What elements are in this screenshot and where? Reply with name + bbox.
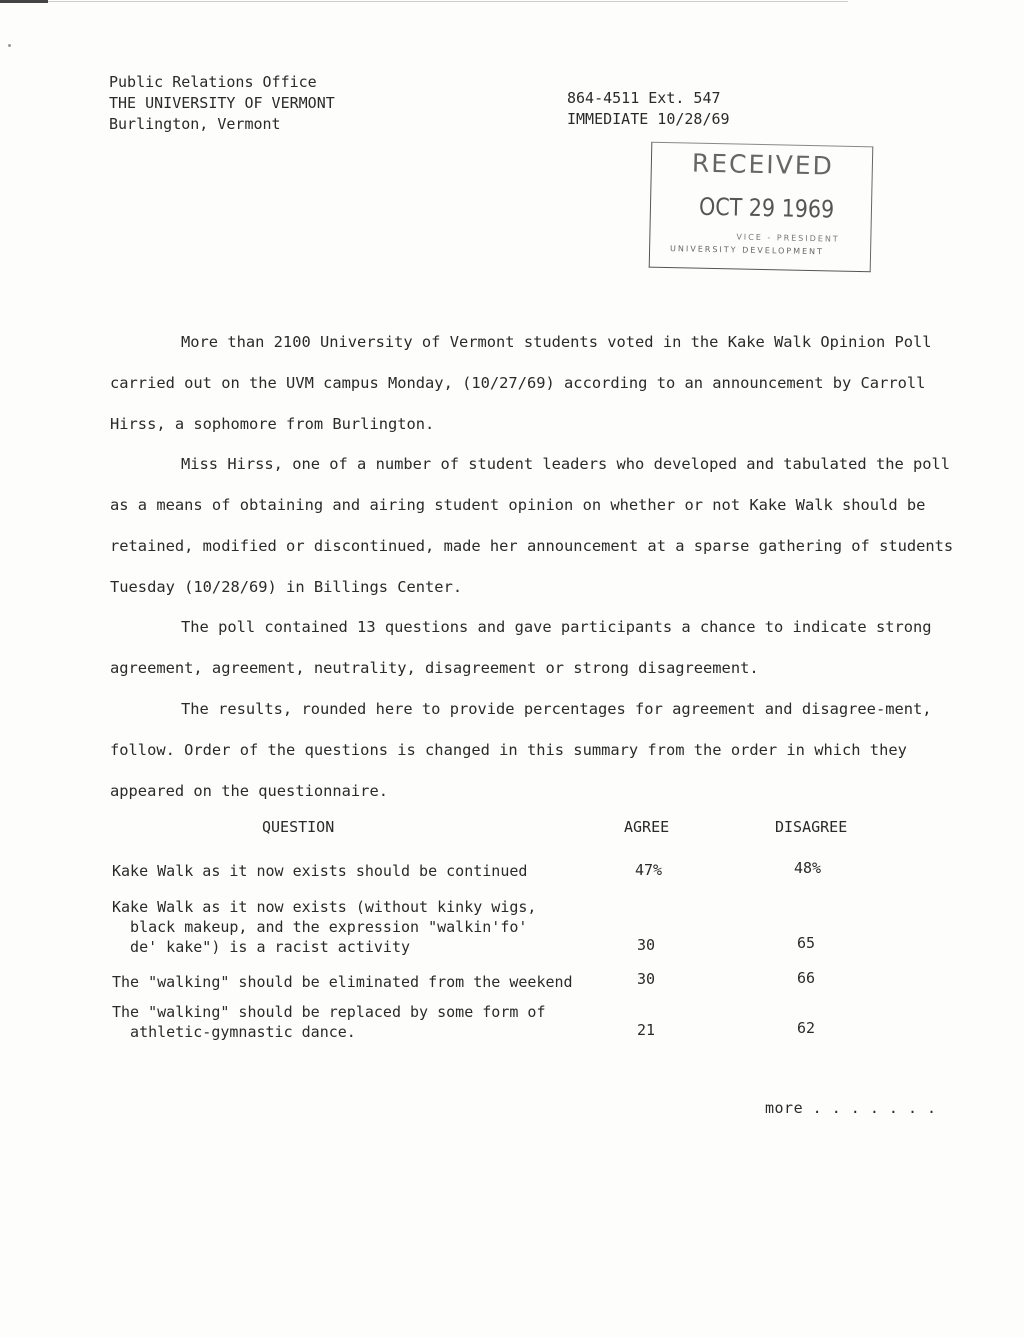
table-row-question: The "walking" should be replaced by some form of athletic-gymnastic dance.: [112, 1003, 546, 1041]
stamp-office-line: VICE - PRESIDENT: [736, 232, 840, 244]
paragraph-4: The results, rounded here to provide percentages for agreement and disagree-ment, follow. Order of the questions is changed in this summary from the order in which they appeared on the questionnaire.: [110, 700, 932, 800]
paper-speck: [8, 44, 11, 47]
sender-block: [109, 72, 335, 135]
city: Burlington, Vermont: [109, 115, 281, 133]
office-name: Public Relations Office: [109, 73, 317, 91]
continued-marker: more . . . . . . .: [765, 1099, 937, 1117]
stamp-received-text: RECEIVED: [691, 148, 835, 181]
release-block: [567, 88, 730, 130]
table-row-agree: 47%: [635, 861, 663, 879]
table-row-disagree: 48%: [794, 859, 822, 877]
table-row-question: Kake Walk as it now exists (without kinky wigs, black makeup, and the expression "walkin'fo' de' kake") is a racist activity: [112, 898, 537, 956]
table-row-disagree: 66: [797, 969, 816, 987]
column-header-disagree: DISAGREE: [775, 818, 848, 836]
paragraph-1: More than 2100 University of Vermont students voted in the Kake Walk Opinion Poll carried out on the UVM campus Monday, (10/27/69) according to an announcement by Carroll Hirss, a sophomore from Burlington.: [110, 333, 932, 433]
column-header-question: QUESTION: [262, 818, 335, 836]
paragraph-3: The poll contained 13 questions and gave participants a chance to indicate strong agreement, agreement, neutrality, disagreement or strong disagreement.: [110, 618, 932, 677]
top-edge-line: [0, 0, 1024, 3]
column-header-agree: AGREE: [624, 818, 670, 836]
table-row-agree: 21: [637, 1021, 656, 1039]
table-row-question: The "walking" should be eliminated from the weekend: [112, 973, 573, 991]
stamp-department-line: UNIVERSITY DEVELOPMENT: [670, 244, 825, 257]
release-date: IMMEDIATE 10/28/69: [567, 110, 730, 128]
received-stamp: [649, 142, 874, 273]
table-row-agree: 30: [637, 936, 656, 954]
table-row-question: Kake Walk as it now exists should be continued: [112, 862, 528, 880]
table-row-disagree: 62: [797, 1019, 816, 1037]
table-row-agree: 30: [637, 970, 656, 988]
university-name: THE UNIVERSITY OF VERMONT: [109, 94, 335, 112]
phone-number: 864-4511 Ext. 547: [567, 89, 721, 107]
table-row-disagree: 65: [797, 934, 816, 952]
paragraph-2: Miss Hirss, one of a number of student leaders who developed and tabulated the poll as a means of obtaining and airing student opinion on whether or not Kake Walk should be retained, modified or discontinued, made her announcement at a sparse gathering of students Tuesday (10/28/69) in Billings Center.: [110, 455, 954, 596]
stamp-date: OCT 29 1969: [698, 192, 835, 224]
